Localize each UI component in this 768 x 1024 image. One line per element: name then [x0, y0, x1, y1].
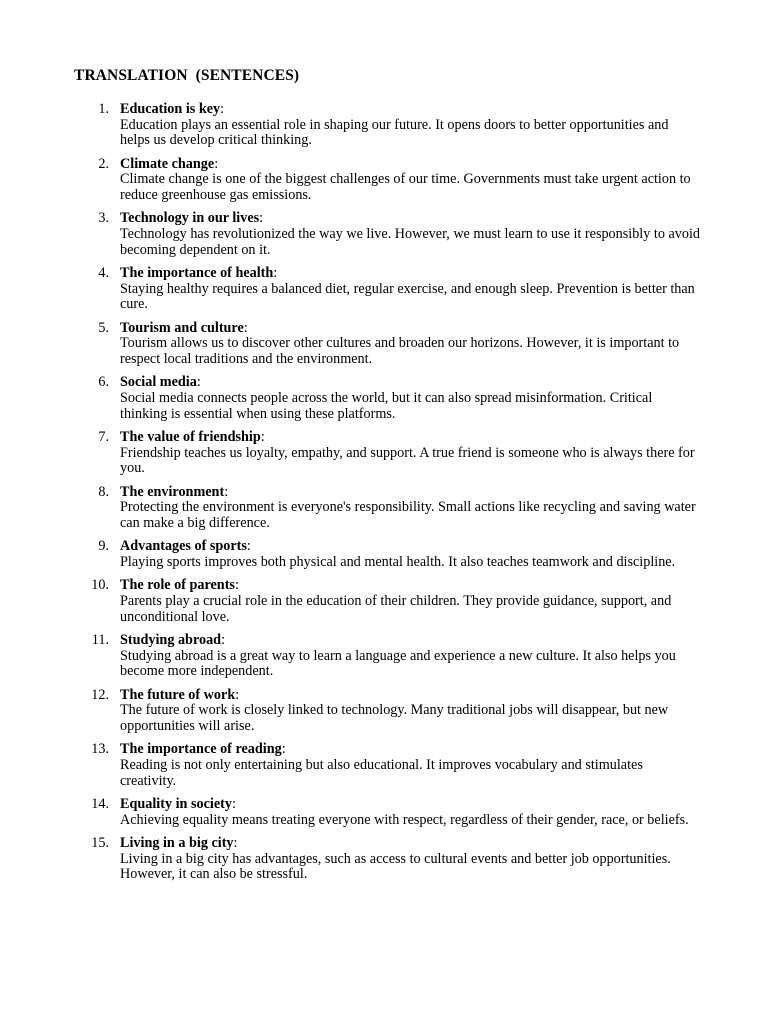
item-heading: The importance of health — [120, 265, 274, 282]
item-heading-colon: : — [233, 835, 238, 852]
item-heading-line — [120, 797, 700, 813]
item-number: 5. — [98, 319, 109, 336]
item-heading-line — [120, 485, 700, 501]
list-item — [0, 539, 768, 570]
item-text: Social media connects people across the world, but it can also spread misinformation. Critical thinking is essential when using these platforms. — [120, 389, 653, 422]
item-heading-line — [120, 430, 700, 446]
item-text: Staying healthy requires a balanced diet, regular exercise, and enough sleep. Prevention is better than cure. — [120, 280, 695, 313]
item-heading-line — [120, 321, 700, 337]
item-heading-line — [120, 211, 700, 227]
item-heading-line — [120, 102, 700, 118]
document-title: TRANSLATION (SENTENCES) — [74, 67, 300, 84]
item-heading: Living in a big city — [120, 835, 234, 852]
item-text: Studying abroad is a great way to learn a language and experience a new culture. It also helps you become more independent. — [120, 647, 676, 680]
item-number: 6. — [98, 374, 109, 391]
item-text: Achieving equality means treating everyone with respect, regardless of their gender, race, or beliefs. — [120, 811, 689, 828]
item-number: 13. — [91, 741, 109, 758]
list-item — [0, 321, 768, 368]
item-text: Tourism allows us to discover other cultures and broaden our horizons. However, it is important to respect local traditions and the environment. — [120, 335, 680, 367]
item-number: 7. — [98, 429, 109, 446]
item-heading: The value of friendship — [120, 429, 261, 446]
item-text: Living in a big city has advantages, such as access to cultural events and better job opportunities. However, it can also be stressful. — [120, 850, 671, 883]
item-heading: Studying abroad — [120, 632, 222, 649]
list-item — [0, 157, 768, 204]
item-number: 15. — [91, 835, 109, 852]
item-heading-colon: : — [260, 429, 265, 446]
list-item — [0, 742, 768, 789]
item-heading-colon: : — [243, 319, 248, 336]
item-text: Parents play a crucial role in the education of their children. They provide guidance, support, and unconditional love. — [120, 593, 672, 625]
item-heading: Technology in our lives — [120, 210, 260, 227]
list-item — [0, 836, 768, 883]
item-heading-line — [120, 633, 700, 649]
item-heading: Climate change — [120, 155, 215, 172]
item-heading: The future of work — [120, 686, 236, 703]
item-heading-colon: : — [221, 632, 226, 649]
item-heading-line — [120, 157, 700, 173]
item-number: 12. — [91, 686, 109, 703]
sentence-list — [0, 102, 768, 891]
item-heading-line — [120, 539, 700, 555]
item-number: 8. — [98, 483, 109, 500]
item-text: Education plays an essential role in shaping our future. It opens doors to better opportunities and helps us develop critical thinking. — [120, 116, 669, 149]
item-heading: Education is key — [120, 101, 221, 117]
list-item — [0, 688, 768, 735]
item-heading-line — [120, 688, 700, 704]
list-item — [0, 578, 768, 625]
item-heading: Tourism and culture — [120, 319, 244, 336]
item-heading-colon: : — [235, 686, 240, 703]
item-heading-colon: : — [214, 155, 219, 172]
list-item — [0, 633, 768, 680]
item-heading-colon: : — [224, 483, 229, 500]
item-number: 10. — [91, 577, 109, 594]
list-item — [0, 485, 768, 532]
item-heading: The environment — [120, 483, 225, 500]
item-text: Reading is not only entertaining but also educational. It improves vocabulary and stimulates creativity. — [120, 757, 643, 789]
item-heading-line — [120, 375, 700, 391]
item-heading-colon: : — [234, 577, 239, 594]
item-number: 9. — [98, 538, 109, 555]
item-number: 11. — [91, 632, 109, 649]
item-heading-colon: : — [259, 210, 264, 227]
item-heading-colon: : — [281, 741, 286, 758]
item-heading-line — [120, 742, 700, 758]
item-heading-colon: : — [246, 538, 251, 555]
item-text: The future of work is closely linked to technology. Many traditional jobs will disappear, but new opportunities will arise. — [120, 702, 669, 734]
item-heading: Advantages of sports — [120, 538, 247, 555]
item-heading-line — [120, 578, 700, 594]
item-heading-colon: : — [273, 265, 278, 282]
item-text: Playing sports improves both physical and mental health. It also teaches teamwork and discipline. — [120, 553, 676, 570]
list-item — [0, 375, 768, 422]
item-text: Protecting the environment is everyone's responsibility. Small actions like recycling and saving water can make a big difference. — [120, 499, 696, 531]
item-heading-line — [120, 266, 700, 282]
item-heading: The importance of reading — [120, 741, 282, 758]
item-heading-colon: : — [220, 101, 225, 117]
item-text: Climate change is one of the biggest challenges of our time. Governments must take urgent action to reduce greenhouse gas emissions. — [120, 171, 691, 203]
item-text: Friendship teaches us loyalty, empathy, and support. A true friend is someone who is always there for you. — [120, 444, 695, 477]
item-number: 3. — [98, 210, 109, 227]
item-number: 2. — [98, 155, 109, 172]
item-text: Technology has revolutionized the way we live. However, we must learn to use it responsibly to avoid becoming dependent on it. — [120, 225, 700, 258]
item-heading-line — [120, 836, 700, 852]
item-heading-colon: : — [196, 374, 201, 391]
list-item — [0, 797, 768, 828]
list-item — [0, 266, 768, 313]
item-heading: Social media — [120, 374, 197, 391]
item-number: 1. — [98, 101, 109, 117]
item-heading: Equality in society — [120, 796, 232, 813]
item-number: 4. — [98, 265, 109, 282]
list-item — [0, 430, 768, 477]
item-heading: The role of parents — [120, 577, 235, 594]
item-number: 14. — [91, 796, 109, 813]
item-heading-colon: : — [231, 796, 236, 813]
list-item — [0, 211, 768, 258]
list-item — [0, 102, 768, 149]
